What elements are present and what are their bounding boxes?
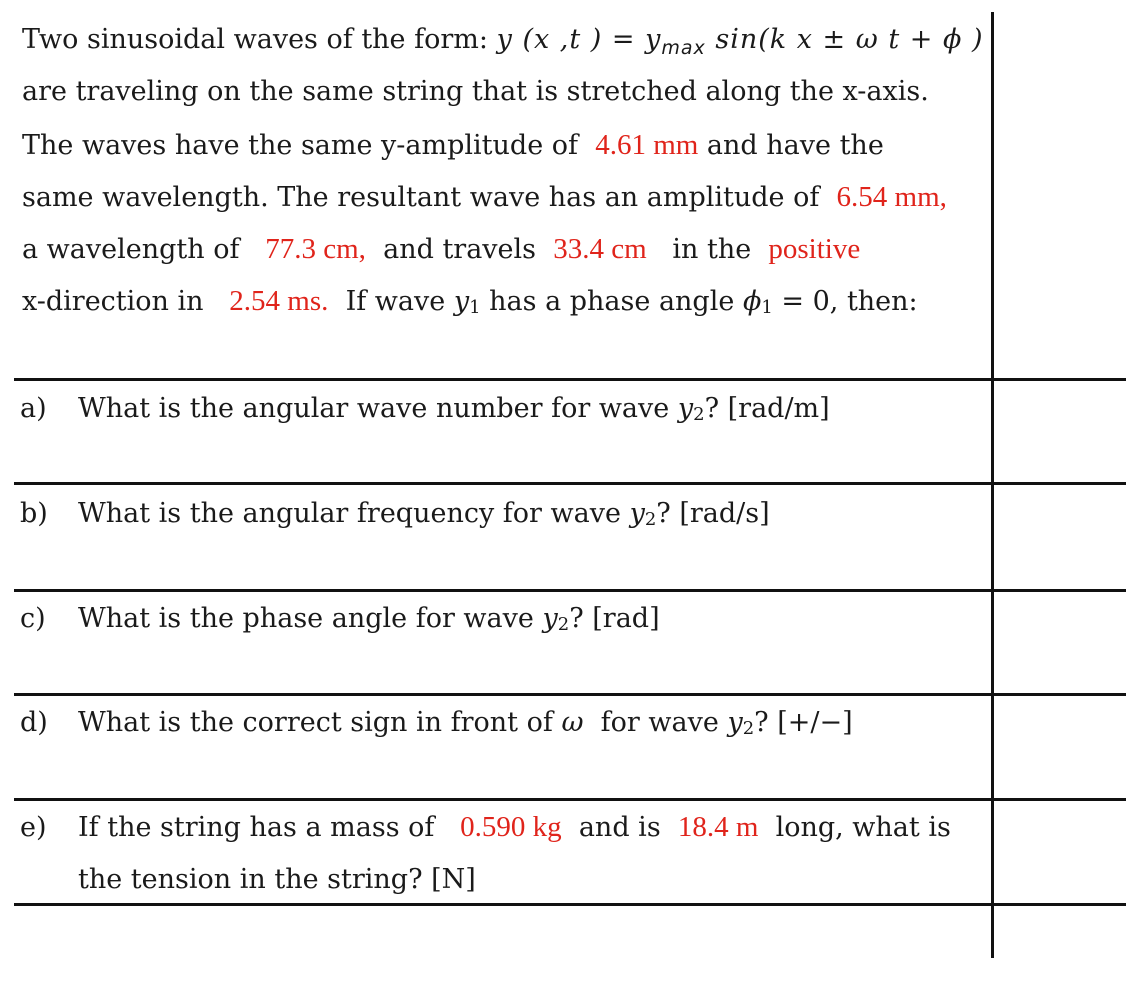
question-e: e) If the string has a mass of 0.590 kg and is 18.4 m long, what is the tension in the string? [N] [20, 801, 985, 906]
intro-line-4: same wavelength. The resultant wave has an amplitude of 6.54 mm, [22, 180, 947, 213]
question-b: b) What is the angular frequency for wave $y_2$? [rad/s] [20, 488, 985, 543]
row-divider [14, 482, 1126, 485]
given-direction: positive [768, 233, 861, 266]
question-letter: d) [20, 707, 48, 738]
given-time: 2.54 ms. [229, 285, 329, 318]
problem-statement [22, 14, 987, 328]
question-letter: a) [20, 393, 47, 424]
intro-line-5: a wavelength of 77.3 cm, and travels 33.4 cm in the positive [22, 233, 861, 266]
question-letter: c) [20, 603, 46, 634]
row-divider [14, 378, 1126, 381]
question-c: c) What is the phase angle for wave $y_2$? [rad] [20, 593, 985, 648]
given-amplitude: 4.61 mm [595, 128, 699, 161]
answer-column-divider [991, 12, 994, 958]
question-d: d) What is the correct sign in front of ω for wave $y_2$? [+/−] [20, 697, 985, 752]
intro-line-1 [22, 14, 987, 66]
intro-line-2: are traveling on the same string that is stretched along the x-axis. [22, 76, 929, 108]
intro-text: Two sinusoidal waves of the form: [22, 24, 488, 55]
given-distance: 33.4 cm [553, 233, 647, 266]
wave-formula: y (x ,t ) = $y_{max}$ sin(k x ± ω t + ϕ ) [496, 24, 984, 59]
given-mass: 0.590 kg [460, 811, 562, 843]
given-resultant-amplitude: 6.54 mm, [836, 180, 947, 213]
row-divider [14, 589, 1126, 592]
given-wavelength: 77.3 cm, [265, 233, 366, 266]
intro-line-6: x-direction in 2.54 ms. If wave $y_1$ has a phase angle $\phi_1 = 0$, then: [22, 285, 918, 319]
question-a: a) What is the angular wave number for wave $y_2$? [rad/m] [20, 383, 985, 438]
question-letter: e) [20, 812, 47, 843]
question-letter: b) [20, 498, 48, 529]
row-divider [14, 693, 1126, 696]
given-length: 18.4 m [677, 811, 759, 843]
omega-symbol: ω [561, 707, 584, 738]
intro-line-3: The waves have the same y-amplitude of 4.61 mm and have the [22, 128, 884, 161]
